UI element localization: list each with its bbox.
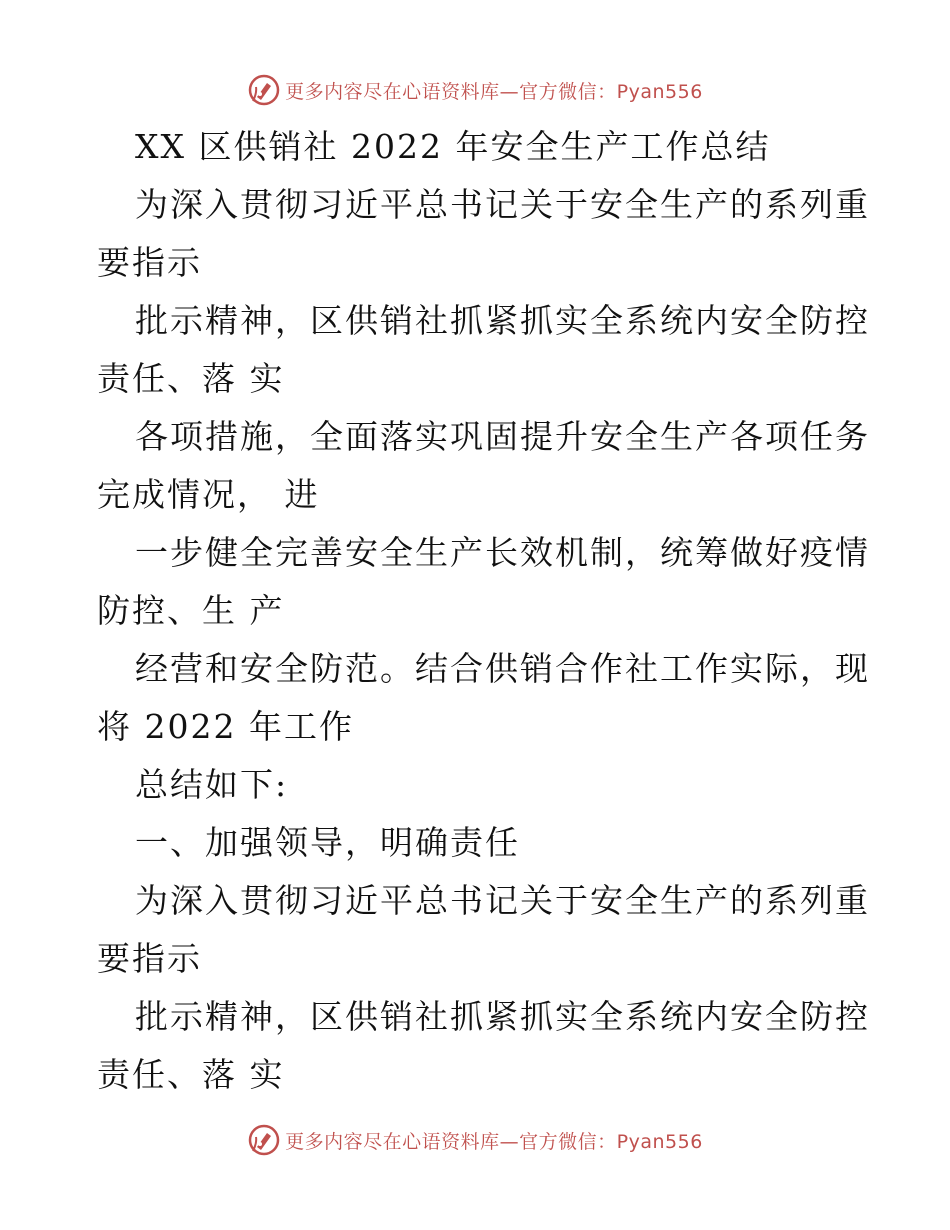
text-line: 防控、生 产 bbox=[97, 591, 285, 630]
text-line: 一步健全完善安全生产长效机制，统筹做好疫情 bbox=[135, 533, 870, 572]
text-line: 将 2022 年工作 bbox=[97, 707, 354, 746]
text-line: 为深入贯彻习近平总书记关于安全生产的系列重 bbox=[135, 185, 870, 224]
text-line: 要指示 bbox=[97, 939, 202, 978]
text-line: 要指示 bbox=[97, 243, 202, 282]
footer-watermark-banner bbox=[0, 1120, 950, 1160]
watermark-text: 更多内容尽在心语资料库—官方微信：Pyan556 bbox=[285, 1130, 703, 1153]
header-watermark-banner bbox=[0, 70, 950, 110]
text-line: 总结如下: bbox=[135, 765, 289, 804]
text-line: 完成情况， 进 bbox=[97, 475, 320, 514]
text-line: XX 区供销社 2022 年安全生产工作总结 bbox=[135, 127, 771, 166]
text-line: 各项措施，全面落实巩固提升安全生产各项任务 bbox=[135, 417, 870, 456]
pen-nib-circle-icon bbox=[247, 1123, 281, 1157]
text-line: 为深入贯彻习近平总书记关于安全生产的系列重 bbox=[135, 881, 870, 920]
text-line: 批示精神，区供销社抓紧抓实全系统内安全防控 bbox=[135, 997, 870, 1036]
pen-nib-circle-icon bbox=[247, 73, 281, 107]
text-line: 责任、落 实 bbox=[97, 1055, 285, 1094]
document-body bbox=[97, 118, 870, 1104]
text-line: 一、加强领导，明确责任 bbox=[135, 823, 520, 862]
watermark-text: 更多内容尽在心语资料库—官方微信：Pyan556 bbox=[285, 80, 703, 103]
text-line: 经营和安全防范。结合供销合作社工作实际，现 bbox=[135, 649, 870, 688]
text-line: 批示精神，区供销社抓紧抓实全系统内安全防控 bbox=[135, 301, 870, 340]
text-line: 责任、落 实 bbox=[97, 359, 285, 398]
